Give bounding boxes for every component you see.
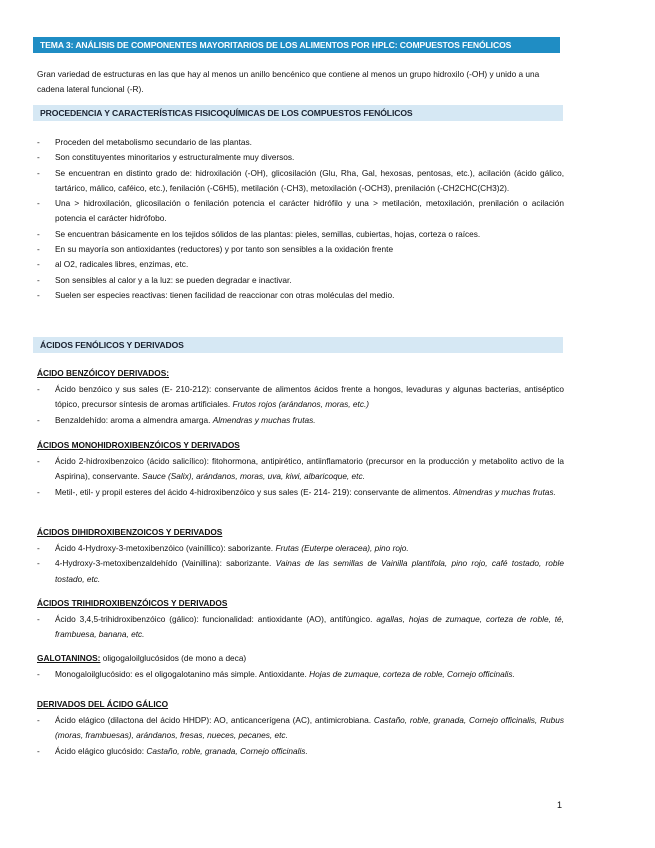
group-heading-galotaninos-title: GALOTANINOS: bbox=[37, 653, 101, 663]
item-text: Metil-, etil- y propil esteres del ácido 4-hidroxibenzóico y sus sales (E- 214- 219): conservante de alimentos. bbox=[55, 486, 451, 497]
item-example: Frutos rojos (arándanos, moras, etc.) bbox=[232, 399, 370, 410]
group-list-monohidroxi bbox=[37, 454, 564, 500]
intro-paragraph: Gran variedad de estructuras en las que hay al menos un anillo bencénico que contiene al menos un grupo hidroxilo (-OH) y unido a una cadena lateral funcional (-R). bbox=[37, 69, 540, 94]
document-title-bar bbox=[33, 37, 560, 53]
item-example: Sauce (Salix), arándanos, moras, uva, kiwi, albaricoque, etc. bbox=[142, 471, 365, 482]
item-text: Ácido 2-hidroxibenzoico (ácido salicílico): fitohormona, antipirético, antiinflamatorio (precursor en la producción y metabolito activo de la Aspirina), conservante. bbox=[55, 456, 564, 482]
section-heading-text: ÁCIDOS FENÓLICOS Y DERIVADOS bbox=[40, 340, 184, 350]
group-list-benzoico bbox=[37, 382, 564, 428]
document-title: TEMA 3: ANÁLISIS DE COMPONENTES MAYORITARIOS DE LOS ALIMENTOS POR HPLC: COMPUESTOS FENÓLICOS bbox=[40, 40, 512, 50]
item-text: Ácido 4-Hydroxy-3-metoxibenzóico (vainíllico): saborizante. bbox=[55, 543, 274, 553]
group-heading-galotaninos-suffix: oligogaloilglucósidos (de mono a deca) bbox=[100, 653, 247, 663]
group-heading-gallico: DERIVADOS DEL ÁCIDO GÁLICO bbox=[37, 699, 169, 709]
list-item: - Son sensibles al calor y a la luz: se pueden degradar e inactivar. bbox=[37, 273, 564, 288]
list-item bbox=[37, 744, 564, 759]
list-item: - Suelen ser especies reactivas: tienen facilidad de reaccionar con otras moléculas del medio. bbox=[37, 288, 564, 303]
section-heading-procedencia bbox=[33, 105, 563, 121]
section-heading-text: PROCEDENCIA Y CARACTERÍSTICAS FISICOQUÍMICAS DE LOS COMPUESTOS FENÓLICOS bbox=[40, 108, 413, 118]
group-heading-dihidroxi: ÁCIDOS DIHIDROXIBENZOICOS Y DERIVADOS bbox=[37, 527, 223, 537]
group-list-galotaninos bbox=[37, 667, 564, 682]
list-item bbox=[37, 382, 564, 413]
list-item: - Se encuentran básicamente en los tejidos sólidos de las plantas: pieles, semillas, cubiertas, hojas, corteza o raíces. bbox=[37, 227, 564, 242]
item-example: Almendras y muchas frutas. bbox=[452, 486, 556, 497]
group-heading-trihidroxi: ÁCIDOS TRIHIDROXIBENZÓICOS Y DERIVADOS bbox=[37, 598, 228, 608]
item-example: Hojas de zumaque, corteza de roble, Cornejo officinalis. bbox=[309, 669, 515, 679]
list-item bbox=[37, 556, 564, 587]
group-list-dihidroxi bbox=[37, 541, 564, 587]
procedencia-list bbox=[37, 135, 564, 303]
section-heading-acidos bbox=[33, 337, 563, 353]
item-text: Ácido 3,4,5-trihidroxibenzóico (gálico): funcionalidad: antioxidante (AO), antifúngico. bbox=[55, 614, 373, 624]
item-text: Ácido elágico glucósido: bbox=[55, 745, 145, 756]
item-example: Vainas de las semillas de Vainilla plantifola, pino rojo, café tostado, roble tostado, etc. bbox=[55, 558, 564, 584]
list-item bbox=[37, 667, 564, 682]
item-example: agallas, hojas de zumaque, corteza de roble, té, frambuesa, banana, etc. bbox=[55, 614, 564, 640]
list-item: - Son constituyentes minoritarios y estructuralmente muy diversos. bbox=[37, 150, 564, 165]
list-item bbox=[37, 541, 564, 556]
list-item bbox=[37, 454, 564, 485]
item-example: Almendras y muchas frutas. bbox=[212, 414, 316, 425]
item-example: Frutas (Euterpe oleracea), pino rojo. bbox=[275, 543, 409, 553]
item-text: Monogaloilglucósido: es el oligogalotanino más simple. Antioxidante. bbox=[55, 669, 307, 679]
list-item: - al O2, radicales libres, enzimas, etc. bbox=[37, 257, 564, 272]
item-text: Ácido elágico (dilactona del ácido HHDP): AO, anticancerígena (AC), antimicrobiana. bbox=[55, 715, 372, 725]
group-heading-monohidroxi: ÁCIDOS MONOHIDROXIBENZÓICOS Y DERIVADOS bbox=[37, 440, 240, 450]
list-item bbox=[37, 713, 564, 744]
list-item: - Proceden del metabolismo secundario de las plantas. bbox=[37, 135, 564, 150]
item-text: Benzaldehído: aroma a almendra amarga. bbox=[55, 414, 211, 425]
page-number: 1 bbox=[557, 800, 563, 810]
list-item: - Se encuentran en distinto grado de: hidroxilación (-OH), glicosilación (Glu, Rha, Gal, hexosas, pentosas, etc.), acilación (ácido gálico, tartárico, málico, caféico, etc.), fenilación (-C6H5), metilación (-CH3), metoxilación (-OCH3), prenilación (-CH2CHC(CH3)2). bbox=[37, 166, 564, 197]
list-item: - En su mayoría son antioxidantes (reductores) y por tanto son sensibles a la oxidación frente bbox=[37, 242, 564, 257]
item-text: Ácido benzóico y sus sales (E- 210-212): conservante de alimentos ácidos frente a hongos, levaduras y algunas bacterias, antiséptico tópico, precursor síntesis de aromas artificiales. bbox=[55, 384, 564, 410]
item-example: Castaño, roble, granada, Cornejo officinalis, Rubus (moras, frambuesas), arándanos, fresas, nueces, pecanes, etc. bbox=[55, 715, 565, 741]
list-item bbox=[37, 612, 564, 643]
item-text: 4-Hydroxy-3-metoxibenzaldehído (Vainillina): saborizante. bbox=[55, 558, 272, 569]
group-list-trihidroxi bbox=[37, 612, 564, 643]
list-item bbox=[37, 413, 564, 428]
item-example: Castaño, roble, granada, Cornejo officinalis. bbox=[146, 745, 308, 756]
list-item: - Una > hidroxilación, glicosilación o fenilación potencia el carácter hidrófilo y una > metilación, metoxilación, prenilación o acilación potencia el carácter hidrófobo. bbox=[37, 196, 564, 227]
group-list-gallico bbox=[37, 713, 564, 759]
group-heading-galotaninos bbox=[37, 653, 246, 663]
group-heading-benzoico: ÁCIDO BENZÓICOY DERIVADOS: bbox=[37, 368, 169, 378]
list-item bbox=[37, 485, 564, 500]
